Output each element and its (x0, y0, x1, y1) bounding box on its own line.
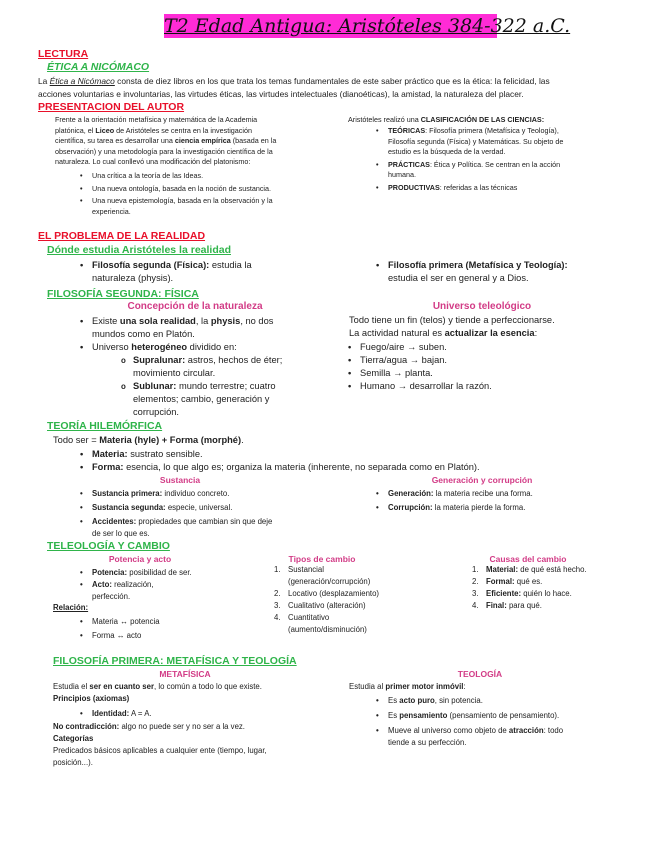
t: No contradicción: (53, 722, 120, 731)
autor-line (55, 126, 335, 137)
t: especie, universal. (165, 503, 233, 512)
list-item: • Una crítica a la teoría de las Ideas. (92, 171, 342, 182)
t: Cualitativo (alteración) (288, 601, 366, 610)
metafisica-text-2 (53, 721, 353, 769)
t: quién lo hace. (521, 589, 572, 598)
t: de ser lo que es. (92, 529, 150, 538)
t: atracción (508, 726, 544, 735)
universo-text (349, 314, 649, 340)
t: perfección. (92, 592, 131, 601)
intro-book-title: Ética a Nicómaco (49, 76, 115, 86)
list-item (133, 380, 333, 419)
t: : Filosofía primera (Metafísica y Teología), (425, 126, 559, 135)
list-item (388, 710, 648, 722)
t: científica, su tarea es desarrollar una (55, 136, 175, 145)
t: de qué está hecho. (518, 565, 587, 574)
t: (basada en la (230, 136, 277, 145)
t: Final: (486, 601, 507, 610)
filosofia-primera-item (388, 259, 648, 285)
list-item (274, 564, 438, 588)
t: esencia, lo que algo es; organiza la materia (inherente, no separada como en Platón). (123, 462, 480, 472)
autor-heading: PRESENTACION DEL AUTOR (38, 101, 185, 113)
list-item (472, 576, 646, 588)
t: Aristóteles realizó una (348, 115, 421, 124)
t: para qué. (506, 601, 542, 610)
t: la materia pierde la forma. (432, 503, 526, 512)
t: : todo (543, 726, 564, 735)
autor-line (55, 136, 335, 147)
list-item (92, 461, 652, 474)
t: individuo concreto. (162, 489, 230, 498)
t (53, 681, 353, 693)
hilemorfica-formula (53, 434, 244, 447)
generacion-list (388, 488, 638, 514)
potencia-acto-heading: Potencia y acto (108, 554, 172, 564)
t: movimiento circular. (133, 368, 216, 378)
list-item (274, 600, 438, 612)
t: (aumento/disminución) (288, 625, 367, 634)
list-item (92, 315, 332, 341)
list-item (133, 354, 333, 380)
productivas: PRODUCTIVAS (388, 182, 440, 192)
autor-line: naturaleza. Lo cual conllevó una modificación del platonismo: (55, 157, 251, 166)
t: Eficiente: (486, 589, 522, 598)
t: una sola realidad (119, 316, 196, 326)
t: corrupción. (133, 407, 179, 417)
liceo: Liceo (95, 125, 115, 135)
list-item (92, 579, 242, 603)
t: acto puro (399, 696, 435, 705)
fisica-heading: FILOSOFÍA SEGUNDA: FÍSICA (47, 288, 199, 300)
list-item (472, 564, 646, 576)
teologia-heading: TEOLOGÍA (457, 669, 503, 679)
t: , sin potencia. (434, 696, 483, 705)
categorias-label: Categorías (53, 734, 94, 743)
t: Es (388, 711, 400, 720)
list-item (92, 516, 342, 540)
t: Filosofía segunda (Física): (92, 260, 210, 270)
num: 4. (274, 613, 281, 622)
list-item (472, 588, 646, 600)
t: (pensamiento de pensamiento). (447, 711, 560, 720)
list-item: • Semilla → planta. (360, 367, 620, 380)
t: actualizar la esencia (444, 328, 535, 338)
filosofia-primera-heading: FILOSOFÍA PRIMERA: METAFÍSICA Y TEOLOGÍA (53, 655, 297, 667)
list-item-continued: experiencia. (92, 206, 131, 216)
t: mundo terrestre; cuatro (176, 381, 276, 391)
t: primer motor inmóvil (385, 682, 464, 691)
list-item (472, 600, 646, 612)
t: A = A. (129, 709, 152, 718)
universo-division-list (133, 354, 333, 419)
list-item (274, 612, 438, 636)
etica-nicomaco-heading: ÉTICA A NICÓMACO (47, 61, 150, 73)
t: ser en cuanto ser (89, 682, 154, 691)
list-item (388, 725, 648, 749)
metafisica-text (53, 681, 353, 705)
t (349, 327, 649, 340)
t: Materia: (92, 449, 128, 459)
t: Corrupción: (388, 503, 433, 512)
list-item-continued: estudio es la búsqueda de la verdad. (388, 147, 506, 156)
t: realización, (111, 580, 154, 589)
sustancia-list (92, 488, 342, 540)
list-item (388, 259, 648, 285)
list-item (388, 160, 648, 171)
num: 1. (472, 565, 479, 574)
tipos-cambio-heading: Tipos de cambio (288, 554, 356, 564)
num: 1. (274, 565, 281, 574)
t: Generación: (388, 489, 434, 498)
num: 3. (274, 601, 281, 610)
t: algo no puede ser y no ser a la vez. (119, 722, 245, 731)
num: 4. (472, 601, 479, 610)
t: estudia el ser en general y a Dios. (388, 273, 529, 283)
t: mundos como en Platón. (92, 329, 195, 339)
t: Mueve al universo como objeto de (388, 726, 509, 735)
t: Forma: (92, 462, 124, 472)
t: posición...). (53, 758, 93, 767)
t: La actividad natural es (349, 328, 445, 338)
list-item (92, 708, 292, 720)
lectura-intro-line2: acciones voluntarias e involuntarias, las virtudes éticas, las virtudes intelectuales (dianoéticas), la amistad, la naturaleza del placer. (38, 89, 524, 99)
t: Universo (92, 342, 132, 352)
t: Acto: (92, 580, 112, 589)
universo-teleologico-heading: Universo teleológico (432, 301, 532, 312)
t: physis (210, 316, 241, 326)
t: dividido en: (187, 342, 237, 352)
t: Sustancia segunda: (92, 503, 166, 512)
t: Locativo (desplazamiento) (288, 589, 380, 598)
list-item (92, 448, 652, 461)
t: : (534, 328, 538, 338)
problema-heading: EL PROBLEMA DE LA REALIDAD (38, 230, 206, 242)
donde-estudia-heading: Dónde estudia Aristóteles la realidad (47, 244, 231, 256)
page-title: T2 Edad Antigua: Aristóteles 384-322 a.C. (164, 15, 571, 37)
intro-pre: La (38, 76, 50, 86)
t: tiende a su perfección. (388, 738, 467, 747)
clasificacion-list (388, 126, 648, 193)
autor-line: observación) y una metodología para la investigación científica de la (55, 146, 273, 156)
list-item: • Humano → desarrollar la razón. (360, 380, 620, 393)
teoricas: TEÓRICAS (388, 126, 426, 135)
t: Sustancia primera: (92, 489, 163, 498)
metafisica-heading: METAFÍSICA (159, 669, 211, 679)
t: Todo tiene un fin (telos) y tiende a perfeccionarse. (349, 315, 555, 325)
lectura-heading: LECTURA (38, 48, 89, 60)
t: Estudia el (53, 682, 90, 691)
t: , no dos (240, 316, 274, 326)
t: Existe (92, 316, 120, 326)
autor-line: Frente a la orientación metafísica y matemática de la Academia (55, 115, 258, 124)
list-item-continued: Filosofía segunda (Física) y Matemáticas. Su objeto de (388, 136, 564, 146)
teologia-list (388, 695, 648, 749)
t: Todo ser = (53, 435, 100, 445)
t (53, 721, 353, 733)
principios-label: Principios (axiomas) (53, 694, 130, 703)
tipos-list (274, 564, 438, 636)
t: la materia recibe una forma. (433, 489, 533, 498)
t: (generación/corrupción) (288, 577, 371, 586)
lectura-intro-line1 (38, 75, 638, 88)
potencia-list (92, 567, 242, 603)
clasificacion-label: CLASIFICACIÓN DE LAS CIENCIAS: (420, 115, 545, 124)
causas-list (472, 564, 646, 612)
t: : referidas a las técnicas (439, 182, 518, 192)
list-item: • Una nueva ontología, basada en la noción de sustancia. (92, 184, 342, 195)
t: platónica, el (55, 125, 96, 135)
list-item (388, 183, 648, 194)
t: propiedades que cambian sin que deje (136, 517, 273, 526)
list-item (92, 341, 332, 354)
list-item: • Tierra/agua → bajan. (360, 354, 620, 367)
clasificacion-intro (348, 115, 648, 126)
t: Es (388, 696, 400, 705)
num: 3. (472, 589, 479, 598)
t: pensamiento (399, 711, 448, 720)
intro-text: consta de diez libros en los que trata los temas fundamentales de este saber práctico que es la ética: la felicidad, las (114, 76, 550, 86)
teologia-intro (349, 681, 466, 693)
t: Potencia: (92, 568, 128, 577)
t: Material: (486, 565, 519, 574)
t: estudia la (209, 260, 252, 270)
list-item (388, 126, 648, 137)
teleologia-heading: TELEOLOGÍA Y CAMBIO (47, 540, 170, 552)
t: Filosofía primera (Metafísica y Teología): (388, 260, 568, 270)
t: : Ética y Política. Se centran en la acción (429, 159, 561, 169)
t: elementos; cambio, generación y (133, 394, 270, 404)
t: . (241, 435, 244, 445)
autor-bullets (92, 171, 342, 217)
t: Estudia al (349, 682, 386, 691)
autor-text (55, 115, 335, 168)
t: , la (195, 316, 211, 326)
ciencia-empirica: ciencia empírica (174, 136, 231, 145)
generacion-corrupcion-heading: Generación y corrupción (431, 475, 533, 485)
filosofia-segunda-item (92, 259, 332, 285)
sustancia-heading: Sustancia (159, 475, 201, 485)
num: 2. (274, 589, 281, 598)
concepcion-heading: Concepción de la naturaleza (127, 301, 263, 312)
t: astros, hechos de éter; (185, 355, 283, 365)
t: Sustancial (288, 565, 324, 574)
num: 2. (472, 577, 479, 586)
list-item-continued: humana. (388, 170, 416, 179)
t: Cuantitativo (288, 613, 330, 622)
principios-list (92, 708, 292, 720)
list-item: • Materia ↔ potencia (92, 616, 242, 628)
movimiento-list (360, 341, 620, 393)
relacion-list (92, 616, 242, 642)
t: heterogéneo (131, 342, 188, 352)
hilemorfica-list (92, 448, 652, 474)
t: Materia (hyle) + Forma (morphé) (99, 435, 242, 445)
list-item (274, 588, 438, 600)
list-item (388, 695, 648, 707)
list-item: • Una nueva epistemología, basada en la observación y la (92, 196, 342, 207)
list-item: • Fuego/aire → suben. (360, 341, 620, 354)
t: Sublunar: (133, 381, 177, 391)
list-item (92, 502, 342, 514)
t: Predicados básicos aplicables a cualquier ente (tiempo, lugar, (53, 746, 267, 755)
t: qué es. (514, 577, 543, 586)
list-item: • Forma ↔ acto (92, 630, 242, 642)
causas-cambio-heading: Causas del cambio (489, 554, 567, 564)
list-item (388, 502, 638, 514)
t: naturaleza (physis). (92, 273, 174, 283)
hilemorfica-heading: TEORÍA HILEMÓRFICA (47, 420, 163, 432)
list-item (92, 259, 332, 285)
relacion-label: Relación: (53, 603, 89, 612)
t: de Aristóteles se centra en la investigación (114, 125, 252, 135)
t: posibilidad de ser. (127, 568, 192, 577)
t: : (463, 682, 466, 691)
t: Identidad: (92, 709, 130, 718)
list-item (92, 567, 242, 579)
concepcion-list (92, 315, 332, 354)
t: Formal: (486, 577, 515, 586)
t: Accidentes: (92, 517, 137, 526)
t: Supralunar: (133, 355, 186, 365)
t: , lo común a todo lo que existe. (154, 682, 262, 691)
list-item (388, 488, 638, 500)
t: sustrato sensible. (127, 449, 203, 459)
practicas: PRÁCTICAS (388, 159, 430, 169)
list-item (92, 488, 342, 500)
